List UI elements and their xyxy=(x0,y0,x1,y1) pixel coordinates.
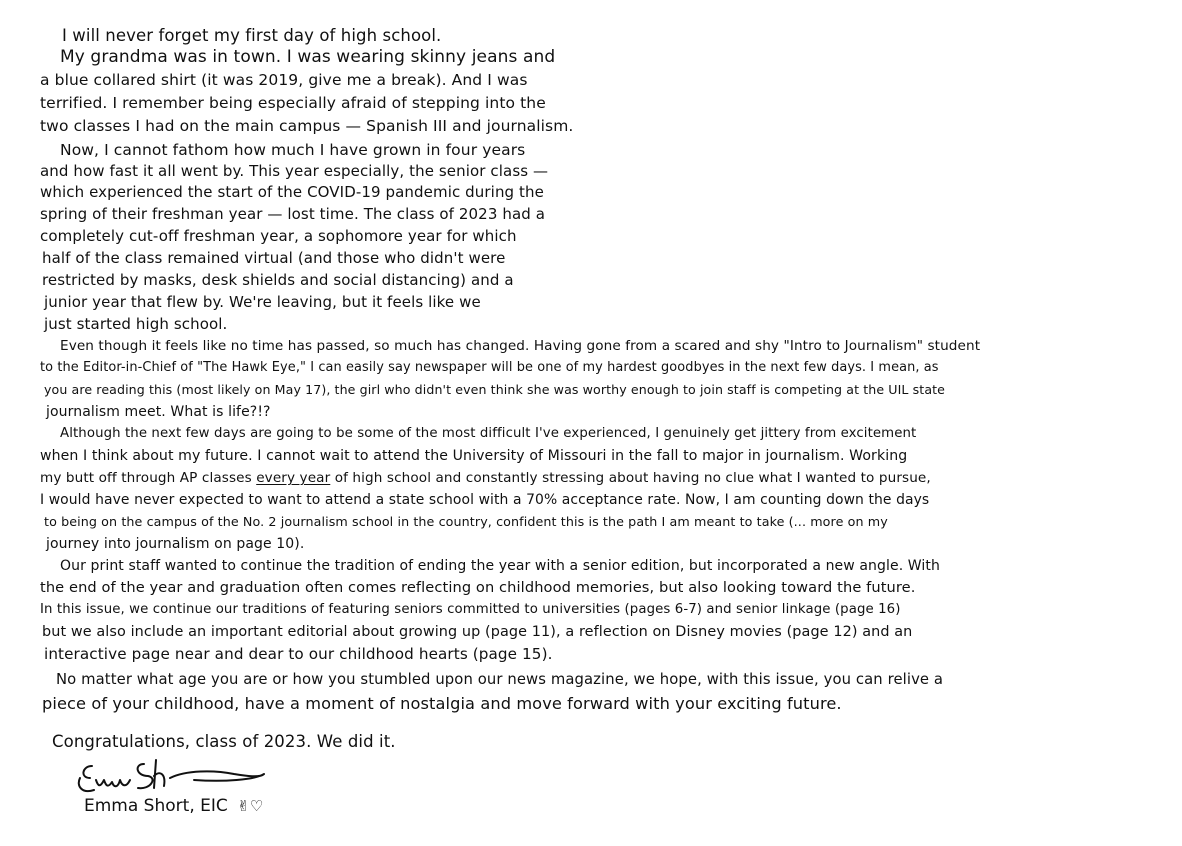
p6-line: piece of your childhood, have a moment of nostalgia and move forward with your exciting future. xyxy=(42,694,842,713)
p5-line: Our print staff wanted to continue the tradition of ending the year with a senior edition, but incorporated a new angle. With xyxy=(60,558,940,574)
p4-line xyxy=(40,468,931,488)
p4-line: journey into journalism on page 10). xyxy=(46,536,305,552)
p4-line: I would have never expected to want to attend a state school with a 70% acceptance rate. Now, I am counting down the days xyxy=(40,492,930,508)
p5-line: but we also include an important editorial about growing up (page 11), a reflection on Disney movies (page 12) and an xyxy=(42,624,913,640)
p4-line: Although the next few days are going to be some of the most difficult I've experienced, I genuinely get jittery from excitement xyxy=(60,426,917,441)
p3-line: to the Editor-in-Chief of "The Hawk Eye," I can easily say newspaper will be one of my hardest goodbyes in the next few days. I mean, as xyxy=(40,360,939,375)
p2-line: junior year that flew by. We're leaving, but it feels like we xyxy=(44,293,481,311)
p2-line: restricted by masks, desk shields and social distancing) and a xyxy=(42,271,514,289)
p2-line: half of the class remained virtual (and those who didn't were xyxy=(42,249,506,267)
p5-line: In this issue, we continue our traditions of featuring seniors committed to universities (pages 6-7) and senior linkage (page 16) xyxy=(40,602,901,617)
p4-line: to being on the campus of the No. 2 journalism school in the country, confident this is the path I am meant to take (... more on my xyxy=(44,514,888,529)
p3-line: you are reading this (most likely on May 17), the girl who didn't even think she was worthy enough to join staff is competing at the UIL state xyxy=(44,382,946,397)
signature-name: Emma Short xyxy=(84,796,190,816)
p5-line: interactive page near and dear to our childhood hearts (page 15). xyxy=(44,645,553,663)
p4-line: when I think about my future. I cannot wait to attend the University of Missouri in the fall to major in journalism. Working xyxy=(40,448,908,464)
signature-scribble xyxy=(74,756,274,800)
peace-heart-icon: ✌♡ xyxy=(237,797,264,815)
p2-line: and how fast it all went by. This year especially, the senior class — xyxy=(40,162,549,180)
p1-line: terrified. I remember being especially afraid of stepping into the xyxy=(40,94,546,112)
p2-line: completely cut-off freshman year, a sophomore year for which xyxy=(40,227,517,245)
p5-line: the end of the year and graduation often comes reflecting on childhood memories, but also looking toward the future. xyxy=(40,579,916,596)
p4-line-start: my butt off through AP classes xyxy=(40,470,257,486)
opening-line: I will never forget my first day of high school. xyxy=(62,26,442,45)
p2-line: spring of their freshman year — lost time. The class of 2023 had a xyxy=(40,205,546,223)
signature-block: Emma Short, EIC ✌♡ xyxy=(84,796,264,816)
p2-line: which experienced the start of the COVID-19 pandemic during the xyxy=(40,183,544,201)
p1-line: a blue collared shirt (it was 2019, give me a break). And I was xyxy=(40,71,528,89)
underlined-phrase: every year xyxy=(256,470,331,486)
p3-line: Even though it feels like no time has passed, so much has changed. Having gone from a scared and shy "Intro to Journalism" student xyxy=(60,338,981,354)
signature-title: EIC xyxy=(200,796,228,816)
p1-line: My grandma was in town. I was wearing skinny jeans and xyxy=(60,47,556,67)
p2-line: Now, I cannot fathom how much I have grown in four years xyxy=(60,141,526,159)
p4-line-rest: of high school and constantly stressing about having no clue what I wanted to pursue, xyxy=(334,470,931,486)
closing-line: Congratulations, class of 2023. We did it. xyxy=(52,732,396,751)
p6-line: No matter what age you are or how you stumbled upon our news magazine, we hope, with this issue, you can relive a xyxy=(56,671,944,688)
p3-line: journalism meet. What is life?!? xyxy=(46,404,271,420)
p1-line: two classes I had on the main campus — Spanish III and journalism. xyxy=(40,117,574,135)
p2-line: just started high school. xyxy=(44,315,228,333)
